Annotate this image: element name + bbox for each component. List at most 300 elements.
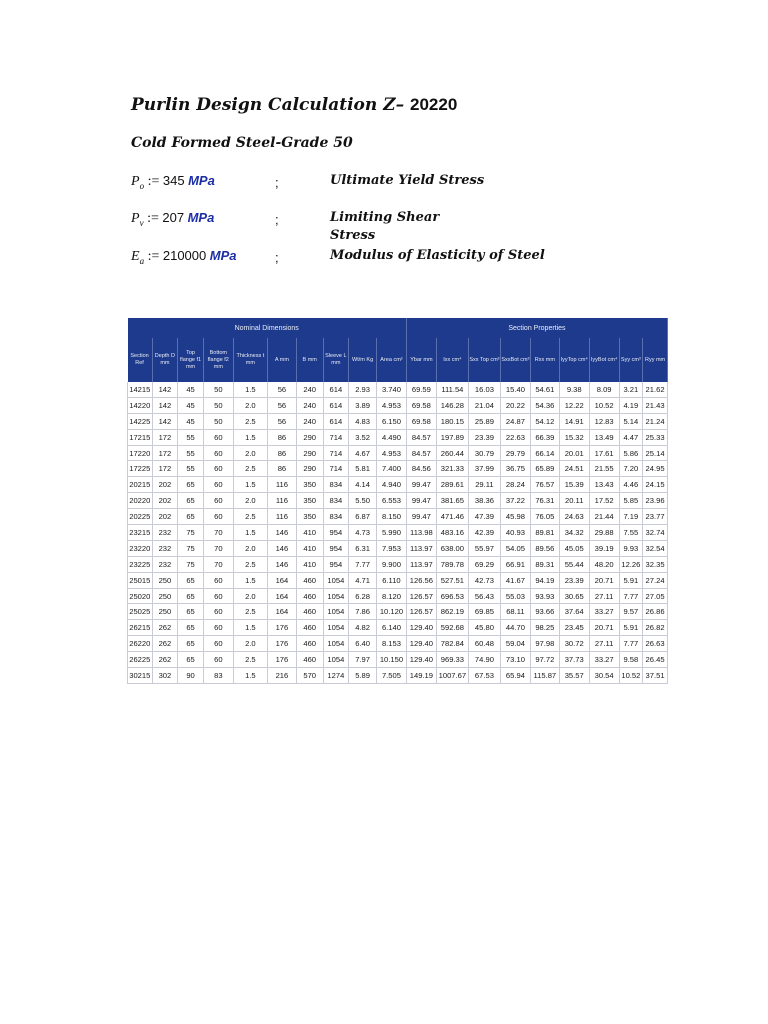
table-cell: 27.24 — [643, 572, 668, 588]
table-cell: 89.31 — [530, 556, 559, 572]
table-cell: 7.77 — [349, 556, 377, 572]
table-cell: 8.153 — [376, 636, 406, 652]
table-cell: 45 — [178, 413, 204, 429]
table-cell: 65 — [178, 572, 204, 588]
table-cell: 66.91 — [500, 556, 530, 572]
table-cell: 302 — [152, 668, 178, 684]
table-cell: 17225 — [128, 461, 153, 477]
table-cell: 45 — [178, 382, 204, 397]
param-yield-stress — [131, 173, 215, 191]
table-cell: 8.09 — [589, 382, 619, 397]
table-cell: 15.32 — [559, 429, 589, 445]
column-header: Thickness t mm — [233, 338, 267, 382]
table-cell: 68.11 — [500, 604, 530, 620]
table-cell: 4.82 — [349, 620, 377, 636]
table-row — [128, 477, 668, 493]
table-cell: 1.5 — [233, 572, 267, 588]
table-cell: 32.74 — [643, 525, 668, 541]
table-cell: 483.16 — [436, 525, 468, 541]
table-cell: 2.0 — [233, 588, 267, 604]
table-cell: 410 — [296, 556, 323, 572]
table-cell: 5.81 — [349, 461, 377, 477]
table-cell: 7.20 — [619, 461, 643, 477]
table-cell: 4.46 — [619, 477, 643, 493]
subtitle: Cold Formed Steel-Grade 50 — [131, 135, 353, 151]
table-cell: 13.43 — [589, 477, 619, 493]
title-text: Purlin Design Calculation Z– — [131, 95, 405, 115]
table-cell: 33.27 — [589, 604, 619, 620]
table-cell: 202 — [152, 493, 178, 509]
table-cell: 34.32 — [559, 525, 589, 541]
table-cell: 7.77 — [619, 588, 643, 604]
table-cell: 146.28 — [436, 397, 468, 413]
table-cell: 40.93 — [500, 525, 530, 541]
table-cell: 7.97 — [349, 652, 377, 668]
table-cell: 5.86 — [619, 445, 643, 461]
table-cell: 36.75 — [500, 461, 530, 477]
table-cell: 26215 — [128, 620, 153, 636]
table-cell: 113.97 — [406, 556, 436, 572]
table-cell: 714 — [323, 445, 349, 461]
table-cell: 381.65 — [436, 493, 468, 509]
table-cell: 60 — [203, 493, 233, 509]
table-cell: 29.88 — [589, 525, 619, 541]
table-cell: 262 — [152, 636, 178, 652]
param-value: 345 — [162, 173, 185, 188]
column-header: IyyBot cm⁴ — [589, 338, 619, 382]
table-cell: 7.505 — [376, 668, 406, 684]
table-cell: 1.5 — [233, 525, 267, 541]
table-cell: 23.96 — [643, 493, 668, 509]
table-cell: 69.58 — [406, 397, 436, 413]
table-cell: 70 — [203, 556, 233, 572]
table-cell: 4.14 — [349, 477, 377, 493]
table-cell: 614 — [323, 397, 349, 413]
param-subscript: v — [139, 217, 144, 228]
table-row — [128, 588, 668, 604]
table-cell: 26220 — [128, 636, 153, 652]
table-cell: 21.24 — [643, 413, 668, 429]
param-elasticity — [131, 248, 236, 266]
table-cell: 24.51 — [559, 461, 589, 477]
table-cell: 23.45 — [559, 620, 589, 636]
table-cell: 29.11 — [468, 477, 500, 493]
table-cell: 6.40 — [349, 636, 377, 652]
table-cell: 202 — [152, 509, 178, 525]
table-row — [128, 668, 668, 684]
group-header-nominal: Nominal Dimensions — [128, 318, 407, 338]
table-cell: 172 — [152, 445, 178, 461]
table-row — [128, 540, 668, 556]
table-cell: 86 — [267, 445, 296, 461]
table-cell: 6.553 — [376, 493, 406, 509]
table-cell: 47.39 — [468, 509, 500, 525]
table-cell: 146 — [267, 556, 296, 572]
table-cell: 197.89 — [436, 429, 468, 445]
table-cell: 26.45 — [643, 652, 668, 668]
table-cell: 60 — [203, 652, 233, 668]
table-cell: 55 — [178, 429, 204, 445]
table-row — [128, 556, 668, 572]
table-cell: 2.5 — [233, 556, 267, 572]
table-cell: 56 — [267, 397, 296, 413]
table-cell: 69.59 — [406, 382, 436, 397]
table-cell: 37.99 — [468, 461, 500, 477]
table-cell: 44.70 — [500, 620, 530, 636]
table-cell: 2.0 — [233, 540, 267, 556]
column-header: B mm — [296, 338, 323, 382]
table-cell: 50 — [203, 382, 233, 397]
table-cell: 149.19 — [406, 668, 436, 684]
table-cell: 27.11 — [589, 588, 619, 604]
table-cell: 1054 — [323, 636, 349, 652]
param-value: 207 — [162, 210, 185, 225]
table-cell: 834 — [323, 477, 349, 493]
table-cell: 164 — [267, 604, 296, 620]
table-cell: 25015 — [128, 572, 153, 588]
table-cell: 86 — [267, 461, 296, 477]
table-cell: 1.5 — [233, 477, 267, 493]
table-cell: 75 — [178, 556, 204, 572]
table-cell: 232 — [152, 525, 178, 541]
table-cell: 97.98 — [530, 636, 559, 652]
table-cell: 6.28 — [349, 588, 377, 604]
table-cell: 7.953 — [376, 540, 406, 556]
table-cell: 10.52 — [589, 397, 619, 413]
table-cell: 5.89 — [349, 668, 377, 684]
table-cell: 260.44 — [436, 445, 468, 461]
table-cell: 696.53 — [436, 588, 468, 604]
table-cell: 65 — [178, 477, 204, 493]
table-cell: 8.150 — [376, 509, 406, 525]
table-cell: 37.64 — [559, 604, 589, 620]
table-cell: 3.52 — [349, 429, 377, 445]
section-table-container — [127, 318, 668, 684]
table-cell: 834 — [323, 509, 349, 525]
table-cell: 23215 — [128, 525, 153, 541]
table-cell: 54.36 — [530, 397, 559, 413]
table-cell: 4.940 — [376, 477, 406, 493]
table-cell: 7.77 — [619, 636, 643, 652]
table-cell: 54.61 — [530, 382, 559, 397]
table-cell: 9.38 — [559, 382, 589, 397]
table-cell: 65 — [178, 636, 204, 652]
column-header: Ryy mm — [643, 338, 668, 382]
table-cell: 98.25 — [530, 620, 559, 636]
table-row — [128, 493, 668, 509]
table-cell: 116 — [267, 509, 296, 525]
table-cell: 76.57 — [530, 477, 559, 493]
param-symbol: P — [131, 211, 140, 226]
table-cell: 69.85 — [468, 604, 500, 620]
table-cell: 9.58 — [619, 652, 643, 668]
table-cell: 45.80 — [468, 620, 500, 636]
table-cell: 7.55 — [619, 525, 643, 541]
table-cell: 30215 — [128, 668, 153, 684]
table-cell: 69.58 — [406, 413, 436, 429]
table-cell: 23.39 — [559, 572, 589, 588]
table-cell: 21.43 — [643, 397, 668, 413]
column-header: Area cm² — [376, 338, 406, 382]
table-cell: 614 — [323, 382, 349, 397]
table-cell: 570 — [296, 668, 323, 684]
table-cell: 65 — [178, 493, 204, 509]
table-row — [128, 413, 668, 429]
table-cell: 176 — [267, 636, 296, 652]
table-cell: 20.01 — [559, 445, 589, 461]
table-cell: 350 — [296, 477, 323, 493]
table-cell: 17.61 — [589, 445, 619, 461]
table-row — [128, 445, 668, 461]
table-cell: 1.5 — [233, 382, 267, 397]
table-cell: 4.83 — [349, 413, 377, 429]
column-header-row — [128, 338, 668, 382]
param-unit: MPa — [188, 173, 215, 188]
table-cell: 70 — [203, 540, 233, 556]
table-cell: 2.0 — [233, 636, 267, 652]
table-cell: 60 — [203, 461, 233, 477]
table-cell: 2.0 — [233, 445, 267, 461]
table-cell: 66.39 — [530, 429, 559, 445]
table-cell: 83 — [203, 668, 233, 684]
param-shear-stress — [131, 210, 214, 228]
table-cell: 954 — [323, 540, 349, 556]
table-row — [128, 604, 668, 620]
table-cell: 9.900 — [376, 556, 406, 572]
table-cell: 65 — [178, 588, 204, 604]
table-cell: 126.57 — [406, 588, 436, 604]
table-cell: 129.40 — [406, 636, 436, 652]
table-cell: 290 — [296, 461, 323, 477]
table-cell: 56.43 — [468, 588, 500, 604]
table-cell: 65 — [178, 509, 204, 525]
table-cell: 24.87 — [500, 413, 530, 429]
table-cell: 50 — [203, 413, 233, 429]
table-cell: 142 — [152, 413, 178, 429]
table-cell: 29.79 — [500, 445, 530, 461]
page-title — [131, 95, 457, 115]
table-cell: 1054 — [323, 620, 349, 636]
table-cell: 4.73 — [349, 525, 377, 541]
table-cell: 26.86 — [643, 604, 668, 620]
table-cell: 60 — [203, 572, 233, 588]
table-cell: 21.55 — [589, 461, 619, 477]
table-cell: 48.20 — [589, 556, 619, 572]
column-header: Wt/m Kg — [349, 338, 377, 382]
table-cell: 22.63 — [500, 429, 530, 445]
table-cell: 142 — [152, 397, 178, 413]
table-cell: 17215 — [128, 429, 153, 445]
table-cell: 93.93 — [530, 588, 559, 604]
table-cell: 262 — [152, 620, 178, 636]
table-cell: 7.19 — [619, 509, 643, 525]
table-cell: 410 — [296, 540, 323, 556]
table-cell: 126.57 — [406, 604, 436, 620]
table-cell: 232 — [152, 556, 178, 572]
table-cell: 39.19 — [589, 540, 619, 556]
table-cell: 25.33 — [643, 429, 668, 445]
table-cell: 17220 — [128, 445, 153, 461]
table-cell: 164 — [267, 572, 296, 588]
table-cell: 27.11 — [589, 636, 619, 652]
table-cell: 2.93 — [349, 382, 377, 397]
table-cell: 12.83 — [589, 413, 619, 429]
table-cell: 5.85 — [619, 493, 643, 509]
table-cell: 70 — [203, 525, 233, 541]
table-cell: 5.91 — [619, 572, 643, 588]
param-description: Ultimate Yield Stress — [330, 173, 485, 188]
table-cell: 290 — [296, 445, 323, 461]
table-cell: 4.19 — [619, 397, 643, 413]
table-cell: 25020 — [128, 588, 153, 604]
table-cell: 15.40 — [500, 382, 530, 397]
table-row — [128, 397, 668, 413]
column-header: A mm — [267, 338, 296, 382]
table-cell: 142 — [152, 382, 178, 397]
table-cell: 60 — [203, 429, 233, 445]
table-cell: 55 — [178, 445, 204, 461]
table-body — [128, 382, 668, 683]
table-cell: 789.78 — [436, 556, 468, 572]
table-cell: 350 — [296, 493, 323, 509]
table-cell: 94.19 — [530, 572, 559, 588]
table-cell: 4.47 — [619, 429, 643, 445]
column-header: SxxBot cm³ — [500, 338, 530, 382]
table-cell: 60 — [203, 636, 233, 652]
table-cell: 28.24 — [500, 477, 530, 493]
table-cell: 9.57 — [619, 604, 643, 620]
table-cell: 782.84 — [436, 636, 468, 652]
group-header-section: Section Properties — [406, 318, 667, 338]
table-cell: 25025 — [128, 604, 153, 620]
table-cell: 25.14 — [643, 445, 668, 461]
column-header: Ybar mm — [406, 338, 436, 382]
table-cell: 14220 — [128, 397, 153, 413]
table-cell: 60 — [203, 604, 233, 620]
table-cell: 32.35 — [643, 556, 668, 572]
table-row — [128, 572, 668, 588]
table-cell: 65.94 — [500, 668, 530, 684]
table-cell: 38.36 — [468, 493, 500, 509]
table-cell: 146 — [267, 540, 296, 556]
table-cell: 20.71 — [589, 572, 619, 588]
table-cell: 20.71 — [589, 620, 619, 636]
table-cell: 321.33 — [436, 461, 468, 477]
table-row — [128, 620, 668, 636]
table-cell: 76.31 — [530, 493, 559, 509]
table-cell: 290 — [296, 429, 323, 445]
table-cell: 3.21 — [619, 382, 643, 397]
table-cell: 27.05 — [643, 588, 668, 604]
table-cell: 2.0 — [233, 493, 267, 509]
table-cell: 30.79 — [468, 445, 500, 461]
table-cell: 26.82 — [643, 620, 668, 636]
table-cell: 56 — [267, 413, 296, 429]
table-cell: 93.66 — [530, 604, 559, 620]
table-cell: 74.90 — [468, 652, 500, 668]
table-cell: 2.5 — [233, 652, 267, 668]
table-cell: 65.89 — [530, 461, 559, 477]
table-cell: 23220 — [128, 540, 153, 556]
table-cell: 614 — [323, 413, 349, 429]
table-cell: 240 — [296, 382, 323, 397]
column-header: Depth D mm — [152, 338, 178, 382]
table-cell: 54.05 — [500, 540, 530, 556]
table-cell: 30.65 — [559, 588, 589, 604]
table-cell: 113.98 — [406, 525, 436, 541]
param-semicolon: ; — [275, 212, 279, 227]
table-cell: 289.61 — [436, 477, 468, 493]
table-cell: 3.89 — [349, 397, 377, 413]
table-cell: 527.51 — [436, 572, 468, 588]
table-cell: 172 — [152, 429, 178, 445]
table-cell: 33.27 — [589, 652, 619, 668]
param-value: 210000 — [162, 248, 207, 263]
column-header: IyyTop cm⁴ — [559, 338, 589, 382]
table-row — [128, 509, 668, 525]
table-cell: 55 — [178, 461, 204, 477]
table-cell: 592.68 — [436, 620, 468, 636]
table-cell: 714 — [323, 461, 349, 477]
table-cell: 37.51 — [643, 668, 668, 684]
table-cell: 15.39 — [559, 477, 589, 493]
table-cell: 67.53 — [468, 668, 500, 684]
table-cell: 84.56 — [406, 461, 436, 477]
table-cell: 66.14 — [530, 445, 559, 461]
column-header: Top flange f1 mm — [178, 338, 204, 382]
table-cell: 1.5 — [233, 429, 267, 445]
table-cell: 4.953 — [376, 445, 406, 461]
table-cell: 89.81 — [530, 525, 559, 541]
table-cell: 10.150 — [376, 652, 406, 668]
table-cell: 954 — [323, 525, 349, 541]
table-cell: 2.5 — [233, 604, 267, 620]
table-cell: 60 — [203, 620, 233, 636]
table-cell: 954 — [323, 556, 349, 572]
table-cell: 99.47 — [406, 477, 436, 493]
table-cell: 6.110 — [376, 572, 406, 588]
table-cell: 5.50 — [349, 493, 377, 509]
table-cell: 65 — [178, 652, 204, 668]
table-cell: 164 — [267, 588, 296, 604]
table-cell: 2.5 — [233, 509, 267, 525]
table-cell: 5.91 — [619, 620, 643, 636]
table-cell: 97.72 — [530, 652, 559, 668]
table-cell: 99.47 — [406, 493, 436, 509]
table-cell: 89.56 — [530, 540, 559, 556]
table-cell: 1007.67 — [436, 668, 468, 684]
table-cell: 75 — [178, 525, 204, 541]
table-cell: 30.54 — [589, 668, 619, 684]
table-cell: 55.03 — [500, 588, 530, 604]
param-description: Limiting Shear Stress — [330, 210, 440, 243]
table-cell: 460 — [296, 620, 323, 636]
param-semicolon: ; — [275, 175, 279, 190]
table-cell: 26.63 — [643, 636, 668, 652]
table-cell: 32.54 — [643, 540, 668, 556]
table-cell: 250 — [152, 588, 178, 604]
table-cell: 4.490 — [376, 429, 406, 445]
table-cell: 20215 — [128, 477, 153, 493]
table-cell: 1.5 — [233, 620, 267, 636]
table-cell: 129.40 — [406, 652, 436, 668]
table-cell: 59.04 — [500, 636, 530, 652]
table-cell: 7.86 — [349, 604, 377, 620]
table-cell: 65 — [178, 604, 204, 620]
table-cell: 50 — [203, 397, 233, 413]
table-cell: 21.62 — [643, 382, 668, 397]
table-cell: 69.29 — [468, 556, 500, 572]
